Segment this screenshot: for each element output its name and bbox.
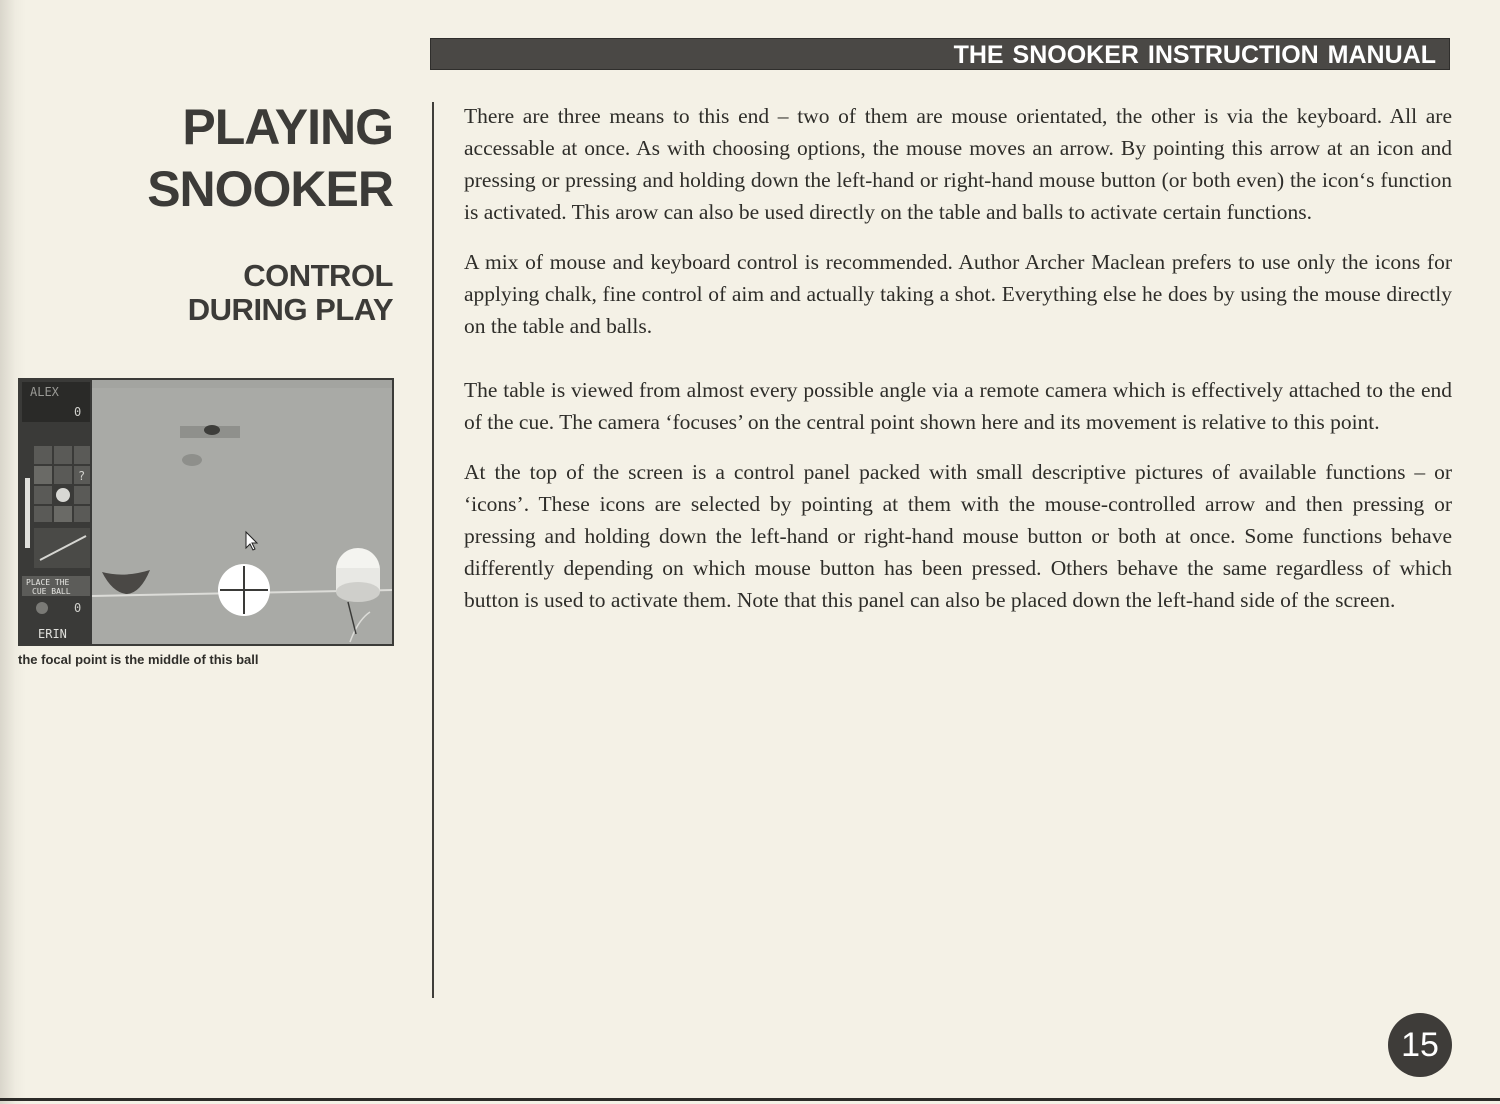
aim-icon (56, 488, 70, 502)
red-ball (182, 454, 202, 466)
paragraph-1: There are three means to this end – two of them are mouse orientated, the other is via the keyboard. All are accessable at once. As with choosing options, the mouse moves an arrow. By pointing this arrow at an icon and pressing or pressing and holding down the left-hand or right-hand mouse button (or both even) the icon‘s function is activated. This arow can also be used directly on the table and balls to activate certain functions. (464, 104, 1452, 224)
manual-header-bar (430, 38, 1450, 70)
section-title-line2: SNOOKER (147, 161, 393, 217)
page-number-badge: 15 (1388, 1013, 1452, 1077)
game-screenshot (18, 378, 394, 646)
place-line2: CUE BALL (32, 587, 71, 596)
game-screenshot-art (20, 380, 392, 644)
paragraph-3: The table is viewed from almost every possible angle via a remote camera which is effectively attached to the end of the cue. The camera ‘focuses’ on the central point shown here and its movement is relative to this point. (464, 378, 1452, 434)
paragraph-2: A mix of mouse and keyboard control is recommended. Author Archer Maclean prefers to use only the icons for applying chalk, fine control of aim and actually taking a shot. Everything else he does by using the mouse directly on the table and balls. (464, 250, 1452, 338)
power-bar (25, 478, 30, 548)
player-bottom-ball-icon (36, 602, 48, 614)
player-bottom-name: ERIN (38, 627, 67, 641)
icon-grid (34, 446, 90, 522)
place-line1: PLACE THE (26, 578, 70, 587)
column-divider (432, 102, 434, 998)
far-pocket (204, 425, 220, 435)
section-subtitle-line1: CONTROL (243, 258, 393, 293)
help-icon: ? (78, 469, 86, 483)
body-text (464, 100, 1452, 616)
figure-caption: the focal point is the middle of this ball (18, 652, 259, 667)
paragraph-4: At the top of the screen is a control panel packed with small descriptive pictures of available functions – or ‘icons’. These icons are selected by pointing at them with the mouse-controlled arrow and then pressing or pressing and holding down the left-hand or right-hand mouse button or both at once. Some functions behave differently depending on which mouse button has been pressed. Others behave the same regardless of which button is used to activate them. Note that this panel can also be placed down the left-hand side of the screen. (464, 460, 1452, 612)
section-title (147, 96, 393, 220)
player-top-score: 0 (74, 405, 82, 419)
player-bottom-score: 0 (74, 601, 82, 615)
manual-title: THE SNOOKER INSTRUCTION MANUAL (953, 41, 1436, 69)
section-subtitle (188, 259, 393, 327)
section-subtitle-line2: DURING PLAY (187, 292, 393, 327)
section-title-line1: PLAYING (182, 99, 393, 155)
bottom-edge-line (0, 1098, 1500, 1101)
player-top-name: ALEX (30, 385, 59, 399)
